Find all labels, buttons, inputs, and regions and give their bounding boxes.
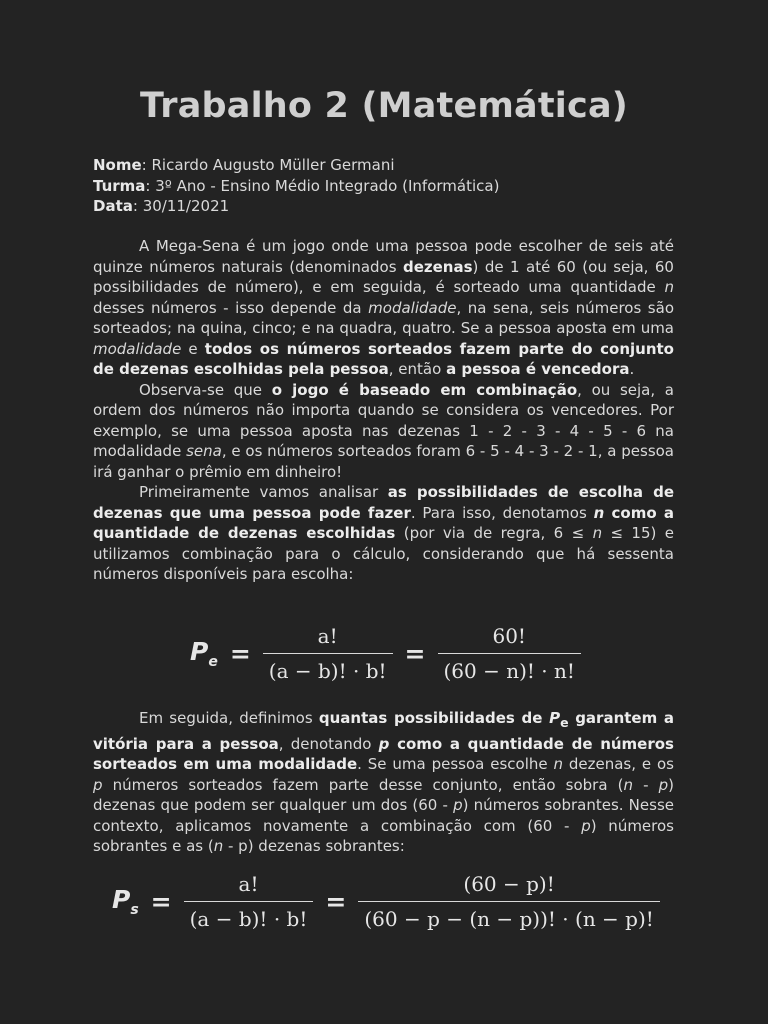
p4-text-8: ) números sobrantes. Nesse contexto, aplicamos novamente a combinação com (60 -: [93, 796, 674, 835]
p4-text-3: . Se uma pessoa escolhe: [357, 755, 554, 773]
fraction-denominator: (a − b)! · b!: [268, 659, 387, 683]
equation-ps-equals-1: =: [150, 887, 172, 916]
page-title: Trabalho 2 (Matemática): [140, 86, 628, 126]
p3-text-4: ≤ 15) e utilizamos combinação para o cálculo, considerando que há sessenta números disponíveis para escolha:: [93, 524, 674, 583]
p3-text-3: (por via de regra, 6 ≤: [395, 524, 593, 542]
paragraph-3: [93, 482, 674, 585]
p4-italic-1: n: [553, 755, 563, 773]
p4-italic-7: n: [213, 837, 224, 855]
equation-pe-fraction-2: [438, 624, 581, 683]
equation-pe-equals-2: =: [404, 639, 426, 668]
class-line: [93, 176, 499, 197]
equation-pe: [190, 624, 581, 683]
equation-pe-equals-1: =: [229, 639, 251, 668]
date-label: Data: [93, 197, 133, 215]
p4-italic-6: p: [581, 816, 591, 835]
paragraph-2: [93, 380, 674, 483]
p1-text-3: desses números - isso depende da: [93, 298, 369, 317]
p2-italic-1: sena: [186, 442, 222, 460]
equation-ps-fraction-2: [358, 872, 659, 931]
p4-bold-italic-2: p: [378, 734, 390, 753]
paragraph-1: [93, 236, 674, 380]
p4-text-2: , denotando: [278, 734, 379, 753]
p1-italic-2: modalidade: [368, 298, 457, 317]
p1-bold-3: a pessoa é vencedora: [446, 360, 630, 378]
p4-italic-2: p: [93, 775, 103, 794]
date-value: : 30/11/2021: [132, 197, 230, 215]
fraction-numerator: 60!: [438, 624, 581, 654]
p4-bold-3: como a quantidade de números sorteados em uma modalidade: [93, 734, 674, 773]
p4-text-10: - p) dezenas sobrantes:: [223, 837, 405, 855]
p3-italic-1: n: [592, 524, 603, 542]
p3-bold-2: como a quantidade de dezenas escolhidas: [93, 503, 675, 542]
equation-ps-lhs: $P_s$: [112, 885, 139, 918]
p1-italic-1: n: [664, 278, 674, 296]
p4-text-5: números sorteados fazem parte desse conjunto, então sobra (: [102, 775, 624, 794]
p4-text-6: -: [633, 775, 659, 794]
fraction-denominator: (60 − p − (n − p))! · (n − p)!: [364, 907, 654, 931]
p1-text-7: .: [629, 360, 635, 378]
p2-bold-1: o jogo é baseado em combinação: [271, 380, 578, 399]
equation-ps-fraction-1: [184, 872, 314, 931]
p1-text-2: ) de 1 até 60 (ou seja, 60 possibilidades de número), e em seguida, é sorteado uma quantidade: [93, 257, 674, 296]
class-value: : 3º Ano - Ensino Médio Integrado (Informática): [145, 176, 500, 195]
paragraph-4: [93, 708, 674, 857]
name-value: : Ricardo Augusto Müller Germani: [141, 156, 395, 174]
date-line: [93, 196, 499, 217]
p3-text-1: Primeiramente vamos analisar: [139, 483, 388, 501]
p1-bold-2: todos os números sorteados fazem parte do conjunto de dezenas escolhidas pela pessoa: [93, 339, 674, 378]
p1-text-6: , então: [388, 360, 447, 378]
p2-text-2: , ou seja, a ordem dos números não importa quando se considera os vencedores. Por exemplo, se uma pessoa aposta nas dezenas 1 - 2 - 3 - 4 - 5 - 6 na modalidade: [93, 380, 674, 460]
p3-bold-italic-1: n: [593, 503, 605, 522]
p4-italic-5: p: [453, 796, 463, 814]
p2-text-1: Observa-se que: [139, 380, 272, 399]
name-label: Nome: [93, 156, 142, 174]
p1-bold-1: dezenas: [402, 257, 473, 276]
p4-text-4: dezenas, e os: [563, 755, 674, 773]
p4-bold-2: garantem a vitória para a pessoa: [93, 709, 674, 753]
equation-pe-fraction-1: [263, 624, 393, 683]
class-label: Turma: [93, 176, 146, 195]
p4-italic-3: n: [623, 775, 633, 794]
p4-text-1: Em seguida, definimos: [139, 709, 319, 727]
fraction-denominator: (a − b)! · b!: [189, 907, 308, 931]
p1-text-5: e: [181, 339, 205, 358]
student-info: [93, 155, 499, 217]
p1-italic-3: modalidade: [93, 339, 182, 358]
p4-text-9: ) números sobrantes e as (: [93, 816, 674, 855]
p1-text-4: , na sena, seis números são sorteados; na quina, cinco; e na quadra, quatro. Se a pessoa aposta em uma: [93, 298, 674, 337]
equation-ps-equals-2: =: [325, 887, 347, 916]
name-line: [93, 155, 499, 176]
intro-section: [93, 236, 674, 585]
p2-text-3: , e os números sorteados foram 6 - 5 - 4 - 3 - 2 - 1, a pessoa irá ganhar o prêmio em dinheiro!: [93, 442, 674, 481]
fraction-numerator: a!: [263, 624, 393, 654]
p4-bold-sub-1: e: [560, 715, 569, 730]
equation-pe-lhs: $P_e$: [190, 637, 218, 670]
p1-text-1: A Mega-Sena é um jogo onde uma pessoa pode escolher de seis até quinze números naturais (denominados: [93, 237, 674, 276]
p4-text-7: ) dezenas que podem ser qualquer um dos (60 -: [93, 775, 674, 814]
fraction-denominator: (60 − n)! · n!: [443, 659, 575, 683]
p4-italic-4: p: [658, 775, 669, 794]
victory-section: [93, 708, 674, 857]
p4-bold-italic-1: P: [549, 709, 561, 727]
p4-bold-1: quantas possibilidades de: [318, 709, 550, 727]
fraction-numerator: a!: [184, 872, 314, 902]
p3-bold-1: as possibilidades de escolha de dezenas que uma pessoa pode fazer: [93, 483, 674, 522]
fraction-numerator: (60 − p)!: [358, 872, 659, 902]
p3-text-2: . Para isso, denotamos: [410, 503, 594, 522]
equation-ps: [112, 872, 660, 931]
